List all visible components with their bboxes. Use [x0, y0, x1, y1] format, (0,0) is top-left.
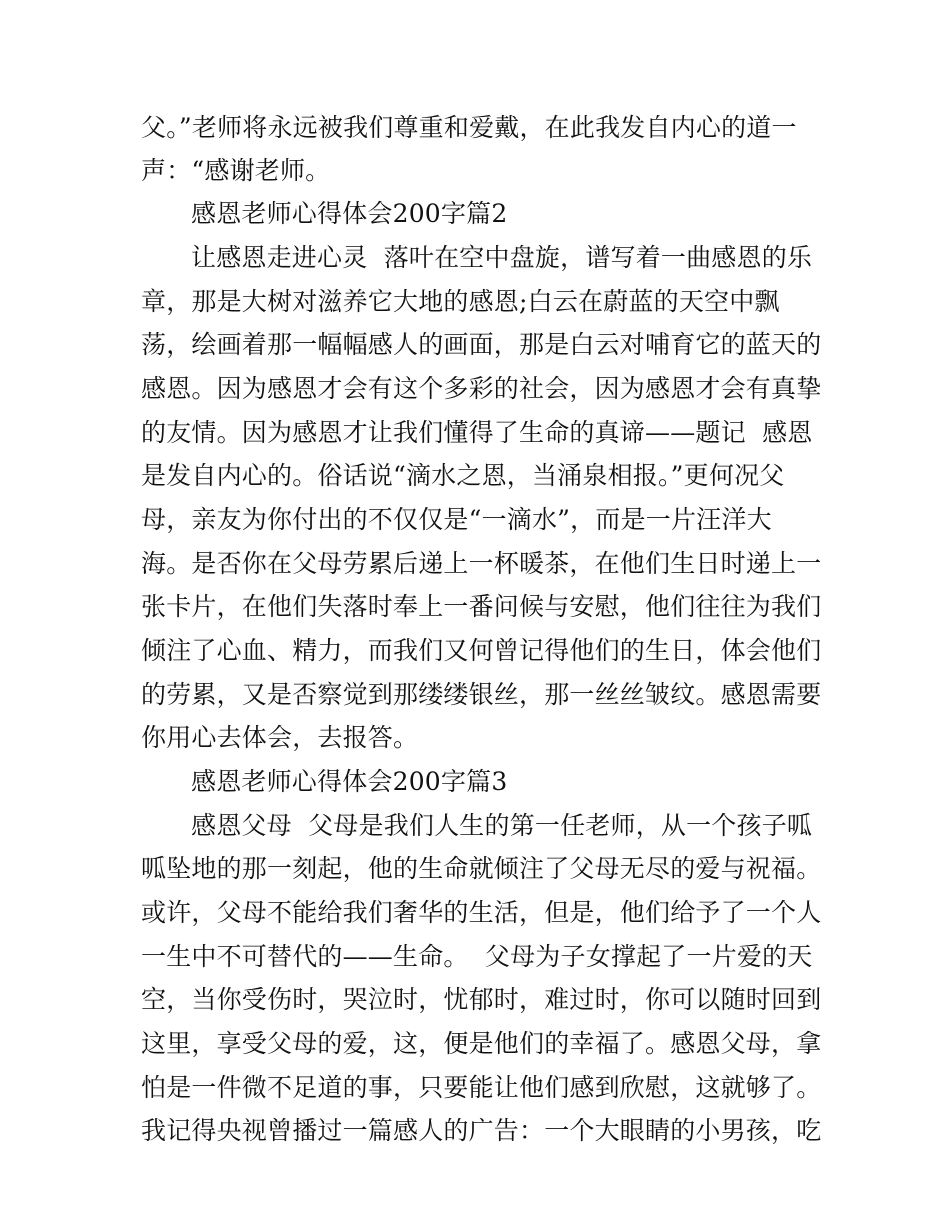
section-heading: 感恩老师心得体会200字篇3 — [191, 767, 508, 796]
paragraph-line: 父。”老师将永远被我们尊重和爱戴，在此我发自内心的道一 — [141, 113, 797, 142]
paragraph-line: 张卡片，在他们失落时奉上一番问候与安慰，他们往往为我们 — [141, 592, 822, 621]
paragraph-line: 或许，父母不能给我们奢华的生活，但是，他们给予了一个人 — [141, 898, 822, 927]
paragraph-line: 一生中不可替代的——生命。 父母为子女撑起了一片爱的天 — [141, 942, 813, 971]
paragraph-line: 章，那是大树对滋养它大地的感恩;白云在蔚蓝的天空中飘 — [141, 287, 780, 316]
paragraph-line: 倾注了心血、精力，而我们又何曾记得他们的生日，体会他们 — [141, 636, 822, 665]
section-heading: 感恩老师心得体会200字篇2 — [191, 199, 508, 228]
paragraph-line: 让感恩走进心灵 落叶在空中盘旋，谱写着一曲感恩的乐 — [191, 243, 813, 272]
paragraph-line: 怕是一件微不足道的事，只要能让他们感到欣慰，这就够了。 — [141, 1073, 822, 1102]
paragraph-line: 这里，享受父母的爱，这，便是他们的幸福了。感恩父母，拿 — [141, 1029, 822, 1058]
paragraph-line: 荡，绘画着那一幅幅感人的画面，那是白云对哺育它的蓝天的 — [141, 330, 822, 359]
paragraph-line: 是发自内心的。俗话说“滴水之恩，当涌泉相报。”更何况父 — [141, 461, 785, 490]
paragraph-line: 感恩。因为感恩才会有这个多彩的社会，因为感恩才会有真挚 — [141, 374, 822, 403]
paragraph-line: 我记得央视曾播过一篇感人的广告：一个大眼睛的小男孩，吃 — [141, 1116, 822, 1145]
paragraph-line: 的劳累，又是否察觉到那缕缕银丝，那一丝丝皱纹。感恩需要 — [141, 680, 822, 709]
paragraph-line: 声：“感谢老师。 — [141, 156, 331, 185]
paragraph-line: 海。是否你在父母劳累后递上一杯暖茶，在他们生日时递上一 — [141, 549, 822, 578]
paragraph-line: 感恩父母 父母是我们人生的第一任老师，从一个孩子呱 — [191, 811, 813, 840]
paragraph-line: 呱坠地的那一刻起，他的生命就倾注了父母无尽的爱与祝福。 — [141, 854, 822, 883]
paragraph-line: 空，当你受伤时，哭泣时，忧郁时，难过时，你可以随时回到 — [141, 985, 822, 1014]
paragraph-line: 你用心去体会，去报答。 — [141, 723, 419, 752]
paragraph-line: 母，亲友为你付出的不仅仅是“一滴水”，而是一片汪洋大 — [141, 505, 772, 534]
paragraph-line: 的友情。因为感恩才让我们懂得了生命的真谛——题记 感恩 — [141, 418, 813, 447]
